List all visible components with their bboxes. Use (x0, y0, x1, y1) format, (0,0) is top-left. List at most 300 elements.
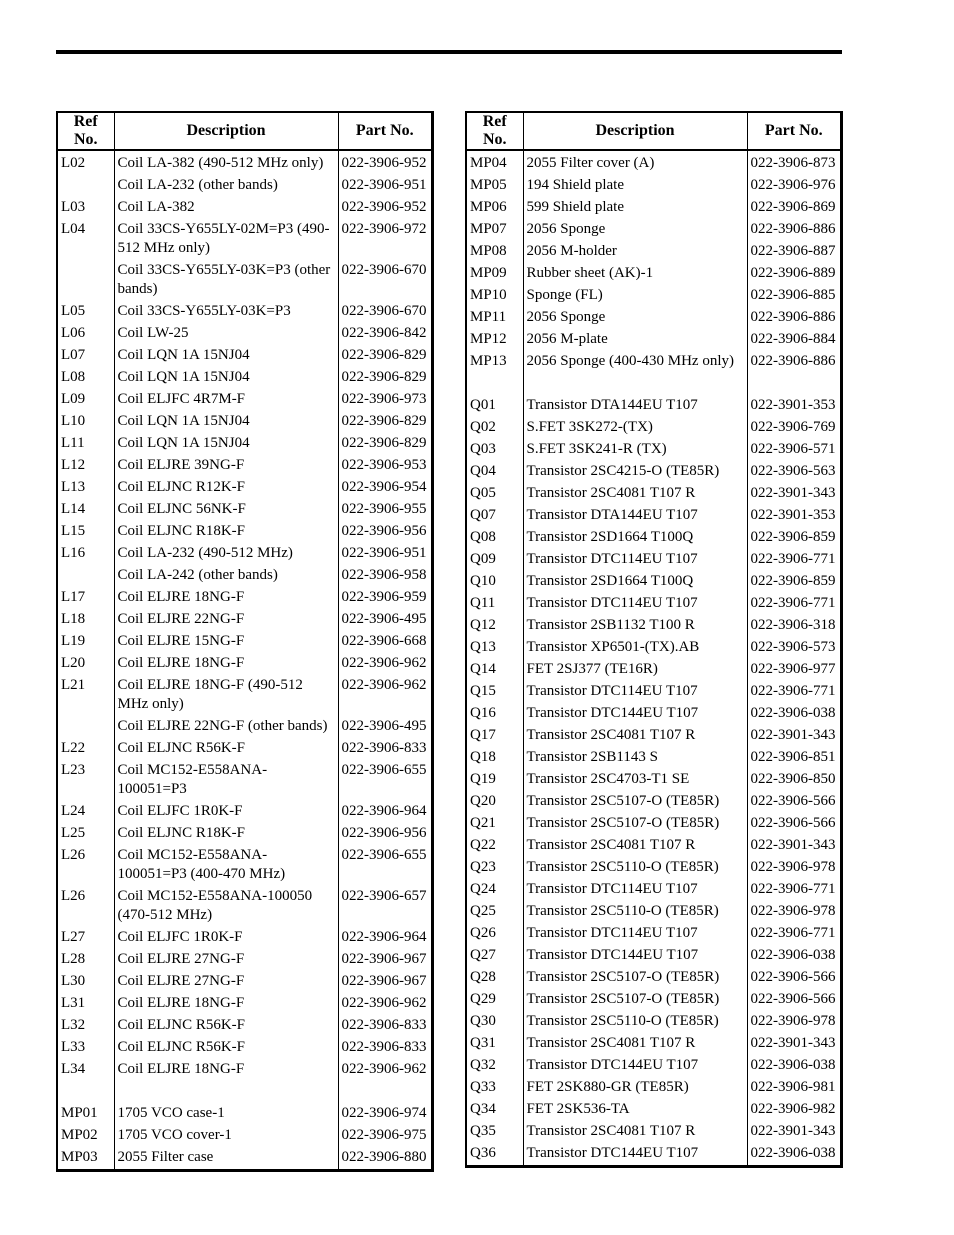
part-no-cell: 022-3906-318 (747, 615, 840, 637)
table-row (58, 760, 431, 801)
part-no-cell: 022-3906-859 (747, 571, 840, 593)
table-row (58, 219, 431, 260)
description-cell: Transistor 2SD1664 T100Q (523, 527, 747, 549)
description-cell: Coil ELJRE 15NG-F (114, 631, 338, 653)
part-no-cell: 022-3906-495 (338, 609, 431, 631)
part-no-cell: 022-3906-958 (338, 565, 431, 587)
description-cell: Coil MC152-E558ANA-100051=P3 (400-470 MHz) (114, 845, 338, 886)
description-cell: Transistor DTC144EU T107 (523, 945, 747, 967)
table-row (467, 549, 840, 571)
table-row (58, 150, 431, 175)
table-row (467, 593, 840, 615)
description-cell: Transistor 2SC5107-O (TE85R) (523, 813, 747, 835)
table-row (467, 637, 840, 659)
table-row (467, 967, 840, 989)
part-no-cell: 022-3906-655 (338, 760, 431, 801)
description-cell: Transistor 2SD1664 T100Q (523, 571, 747, 593)
description-cell: Coil 33CS-Y655LY-03K=P3 (other bands) (114, 260, 338, 301)
table-row (467, 417, 840, 439)
part-no-cell: 022-3906-833 (338, 1015, 431, 1037)
table-row (58, 455, 431, 477)
part-no-cell: 022-3901-343 (747, 1033, 840, 1055)
ref-no-cell (58, 1081, 114, 1103)
description-cell: FET 2SJ377 (TE16R) (523, 659, 747, 681)
description-cell: Transistor 2SC4081 T107 R (523, 1121, 747, 1143)
ref-no-cell: MP07 (470, 221, 507, 237)
description-cell: Sponge (FL) (523, 285, 747, 307)
ref-no-cell: Q18 (470, 749, 496, 765)
ref-no-cell: Q30 (470, 1013, 496, 1029)
part-no-cell: 022-3906-975 (338, 1125, 431, 1147)
ref-no-cell: L25 (61, 825, 86, 841)
part-no-cell: 022-3906-956 (338, 521, 431, 543)
part-no-cell: 022-3906-973 (338, 389, 431, 411)
part-no-cell: 022-3906-976 (747, 175, 840, 197)
part-no-cell: 022-3906-978 (747, 857, 840, 879)
table-row (58, 1125, 431, 1147)
description-cell: Coil LA-232 (other bands) (114, 175, 338, 197)
description-cell: Coil ELJNC R56K-F (114, 1037, 338, 1059)
table-row (467, 285, 840, 307)
part-no-cell: 022-3906-962 (338, 993, 431, 1015)
part-no-cell: 022-3901-343 (747, 725, 840, 747)
table-row (467, 901, 840, 923)
description-cell: Coil ELJNC R12K-F (114, 477, 338, 499)
table-row (467, 659, 840, 681)
ref-no-cell: Q01 (470, 397, 496, 413)
table-row (58, 1103, 431, 1125)
table-row (58, 323, 431, 345)
description-cell: 599 Shield plate (523, 197, 747, 219)
table-row (467, 263, 840, 285)
part-no-cell: 022-3906-771 (747, 549, 840, 571)
header-ref-no: Ref No. (467, 113, 523, 150)
description-cell: Transistor 2SC5110-O (TE85R) (523, 901, 747, 923)
part-no-cell: 022-3906-038 (747, 1055, 840, 1077)
part-no-cell: 022-3906-655 (338, 845, 431, 886)
part-no-cell: 022-3906-955 (338, 499, 431, 521)
table-row (58, 543, 431, 565)
ref-no-cell: Q29 (470, 991, 496, 1007)
part-no-cell: 022-3906-851 (747, 747, 840, 769)
description-cell: Transistor 2SC4081 T107 R (523, 725, 747, 747)
description-cell: Transistor DTC114EU T107 (523, 879, 747, 901)
part-no-cell: 022-3906-657 (338, 886, 431, 927)
ref-no-cell: Q25 (470, 903, 496, 919)
ref-no-cell: L15 (61, 523, 86, 539)
part-no-cell: 022-3906-889 (747, 263, 840, 285)
table-row (58, 389, 431, 411)
table-row (467, 945, 840, 967)
table-row (58, 653, 431, 675)
ref-no-cell (467, 373, 523, 395)
ref-no-cell: MP08 (470, 243, 507, 259)
part-no-cell: 022-3906-962 (338, 1059, 431, 1081)
part-no-cell: 022-3906-964 (338, 927, 431, 949)
table-row (58, 609, 431, 631)
table-row (58, 801, 431, 823)
ref-no-cell (58, 565, 114, 587)
part-no-cell: 022-3906-566 (747, 989, 840, 1011)
ref-no-cell: L24 (61, 803, 86, 819)
description-cell: Transistor 2SB1132 T100 R (523, 615, 747, 637)
part-no-cell: 022-3906-964 (338, 801, 431, 823)
description-cell: Coil LQN 1A 15NJ04 (114, 367, 338, 389)
description-cell: 2056 Sponge (523, 219, 747, 241)
description-cell: FET 2SK880-GR (TE85R) (523, 1077, 747, 1099)
ref-no-cell: L18 (61, 611, 86, 627)
description-cell: Transistor DTC114EU T107 (523, 593, 747, 615)
description-cell: Coil ELJRE 18NG-F (490-512 MHz only) (114, 675, 338, 716)
ref-no-cell: L17 (61, 589, 86, 605)
description-cell: Transistor 2SC4081 T107 R (523, 835, 747, 857)
description-cell: Coil ELJRE 22NG-F (114, 609, 338, 631)
description-cell: Coil ELJRE 22NG-F (other bands) (114, 716, 338, 738)
part-no-cell: 022-3906-886 (747, 351, 840, 373)
ref-no-cell: L33 (61, 1039, 86, 1055)
table-row (467, 1143, 840, 1165)
description-cell: Transistor DTA144EU T107 (523, 505, 747, 527)
ref-no-cell: L21 (61, 677, 86, 693)
part-no-cell: 022-3906-873 (747, 150, 840, 175)
table-row (467, 1099, 840, 1121)
table-row (467, 725, 840, 747)
table-row (58, 1081, 431, 1103)
ref-no-cell: Q16 (470, 705, 496, 721)
description-cell: Transistor 2SC5107-O (TE85R) (523, 967, 747, 989)
ref-no-cell: L32 (61, 1017, 86, 1033)
ref-no-cell: L26 (61, 888, 86, 904)
table-row (58, 845, 431, 886)
description-cell: Transistor 2SC5110-O (TE85R) (523, 857, 747, 879)
ref-no-cell: L08 (61, 369, 86, 385)
table-row (58, 738, 431, 760)
description-cell: 1705 VCO case-1 (114, 1103, 338, 1125)
part-no-cell: 022-3906-951 (338, 175, 431, 197)
description-cell: Transistor 2SC5110-O (TE85R) (523, 1011, 747, 1033)
ref-no-cell: MP13 (470, 353, 507, 369)
table-row (58, 1037, 431, 1059)
ref-no-cell: L34 (61, 1061, 86, 1077)
ref-no-cell: MP12 (470, 331, 507, 347)
part-no-cell (338, 1081, 431, 1103)
ref-no-cell: Q26 (470, 925, 496, 941)
ref-no-cell: Q36 (470, 1145, 496, 1161)
description-cell: 2055 Filter case (114, 1147, 338, 1169)
description-cell: Coil ELJRE 18NG-F (114, 1059, 338, 1081)
table-row (467, 769, 840, 791)
header-description: Description (114, 113, 338, 150)
table-row (467, 150, 840, 175)
description-cell: Coil MC152-E558ANA-100051=P3 (114, 760, 338, 801)
table-row (467, 373, 840, 395)
table-row (467, 307, 840, 329)
description-cell: S.FET 3SK241-R (TX) (523, 439, 747, 461)
ref-no-cell: L05 (61, 303, 86, 319)
description-cell: Coil ELJRE 18NG-F (114, 587, 338, 609)
description-cell: Transistor XP6501-(TX).AB (523, 637, 747, 659)
part-no-cell: 022-3906-771 (747, 879, 840, 901)
part-no-cell: 022-3906-959 (338, 587, 431, 609)
ref-no-cell: MP09 (470, 265, 507, 281)
table-row (467, 197, 840, 219)
ref-no-cell: L11 (61, 435, 85, 451)
description-cell: Transistor DTC144EU T107 (523, 703, 747, 725)
ref-no-cell (58, 716, 114, 738)
part-no-cell: 022-3906-829 (338, 345, 431, 367)
part-no-cell: 022-3906-972 (338, 219, 431, 260)
ref-no-cell: L04 (61, 221, 86, 237)
ref-no-cell: L10 (61, 413, 86, 429)
ref-no-cell: Q34 (470, 1101, 496, 1117)
description-cell: Transistor DTC144EU T107 (523, 1143, 747, 1165)
part-no-cell (747, 373, 840, 395)
table-row (467, 813, 840, 835)
description-cell: 2055 Filter cover (A) (523, 150, 747, 175)
part-no-cell: 022-3901-353 (747, 395, 840, 417)
description-cell: 2056 M-holder (523, 241, 747, 263)
part-no-cell: 022-3906-668 (338, 631, 431, 653)
header-part-no: Part No. (747, 113, 840, 150)
top-rule (56, 50, 842, 54)
table-row (467, 175, 840, 197)
description-cell: Transistor 2SC5107-O (TE85R) (523, 791, 747, 813)
table-header-row (58, 113, 431, 150)
part-no-cell: 022-3906-956 (338, 823, 431, 845)
table-row (58, 260, 431, 301)
part-no-cell: 022-3906-978 (747, 901, 840, 923)
description-cell: Coil LA-242 (other bands) (114, 565, 338, 587)
part-no-cell: 022-3906-563 (747, 461, 840, 483)
part-no-cell: 022-3906-974 (338, 1103, 431, 1125)
ref-no-cell: MP01 (61, 1105, 98, 1121)
description-cell: Transistor 2SC5107-O (TE85R) (523, 989, 747, 1011)
description-cell: Coil 33CS-Y655LY-03K=P3 (114, 301, 338, 323)
part-no-cell: 022-3906-886 (747, 219, 840, 241)
description-cell: Coil LW-25 (114, 323, 338, 345)
table-row (58, 886, 431, 927)
description-cell: 2056 Sponge (523, 307, 747, 329)
ref-no-cell: Q02 (470, 419, 496, 435)
description-cell: 2056 M-plate (523, 329, 747, 351)
ref-no-cell (58, 175, 114, 197)
part-no-cell: 022-3906-967 (338, 949, 431, 971)
description-cell: Coil ELJNC R18K-F (114, 521, 338, 543)
part-no-cell: 022-3906-771 (747, 923, 840, 945)
table-row (467, 1077, 840, 1099)
ref-no-cell: L30 (61, 973, 86, 989)
table-row (58, 716, 431, 738)
table-row (58, 1015, 431, 1037)
description-cell (523, 373, 747, 395)
ref-no-cell: Q27 (470, 947, 496, 963)
table-row (467, 835, 840, 857)
part-no-cell: 022-3906-495 (338, 716, 431, 738)
table-row (467, 505, 840, 527)
ref-no-cell: Q22 (470, 837, 496, 853)
part-no-cell: 022-3906-977 (747, 659, 840, 681)
part-no-cell: 022-3906-829 (338, 367, 431, 389)
description-cell: Coil ELJNC R56K-F (114, 1015, 338, 1037)
ref-no-cell: Q21 (470, 815, 496, 831)
ref-no-cell: L22 (61, 740, 86, 756)
part-no-cell: 022-3906-833 (338, 1037, 431, 1059)
part-no-cell: 022-3906-884 (747, 329, 840, 351)
description-cell: Transistor 2SC4081 T107 R (523, 1033, 747, 1055)
ref-no-cell: Q11 (470, 595, 496, 611)
table-row (58, 823, 431, 845)
description-cell: Transistor DTC114EU T107 (523, 923, 747, 945)
ref-no-cell: Q19 (470, 771, 496, 787)
description-cell: Coil LA-232 (490-512 MHz) (114, 543, 338, 565)
ref-no-cell: L07 (61, 347, 86, 363)
table-row (467, 351, 840, 373)
part-no-cell: 022-3906-978 (747, 1011, 840, 1033)
ref-no-cell: MP02 (61, 1127, 98, 1143)
description-cell: Coil ELJNC R18K-F (114, 823, 338, 845)
ref-no-cell: Q12 (470, 617, 496, 633)
ref-no-cell: Q32 (470, 1057, 496, 1073)
description-cell: Coil ELJRE 18NG-F (114, 993, 338, 1015)
ref-no-cell: L16 (61, 545, 86, 561)
part-no-cell: 022-3906-952 (338, 150, 431, 175)
part-no-cell: 022-3906-981 (747, 1077, 840, 1099)
table-header-row (467, 113, 840, 150)
description-cell: Rubber sheet (AK)-1 (523, 263, 747, 285)
description-cell: Transistor DTA144EU T107 (523, 395, 747, 417)
table-row (467, 681, 840, 703)
ref-no-cell: Q04 (470, 463, 496, 479)
table-row (58, 175, 431, 197)
table-row (58, 675, 431, 716)
ref-no-cell: MP05 (470, 177, 507, 193)
table-row (467, 857, 840, 879)
part-no-cell: 022-3906-829 (338, 411, 431, 433)
table-row (467, 879, 840, 901)
ref-no-cell: Q13 (470, 639, 496, 655)
table-row (58, 367, 431, 389)
ref-no-cell: Q35 (470, 1123, 496, 1139)
part-no-cell: 022-3906-886 (747, 307, 840, 329)
part-no-cell: 022-3906-038 (747, 1143, 840, 1165)
table-row (467, 241, 840, 263)
ref-no-cell: MP10 (470, 287, 507, 303)
table-row (467, 615, 840, 637)
ref-no-cell: L06 (61, 325, 86, 341)
ref-no-cell: Q05 (470, 485, 496, 501)
ref-no-cell: Q24 (470, 881, 496, 897)
description-cell (114, 1081, 338, 1103)
part-no-cell: 022-3901-343 (747, 483, 840, 505)
part-no-cell: 022-3906-769 (747, 417, 840, 439)
header-ref-no: Ref No. (58, 113, 114, 150)
table-row (467, 461, 840, 483)
part-no-cell: 022-3906-967 (338, 971, 431, 993)
part-no-cell: 022-3906-842 (338, 323, 431, 345)
description-cell: Coil LA-382 (114, 197, 338, 219)
table-row (467, 395, 840, 417)
table-row (58, 521, 431, 543)
part-no-cell: 022-3906-885 (747, 285, 840, 307)
table-row (467, 439, 840, 461)
ref-no-cell: Q10 (470, 573, 496, 589)
ref-no-cell: Q14 (470, 661, 496, 677)
table-row (58, 927, 431, 949)
description-cell: 194 Shield plate (523, 175, 747, 197)
table-row (58, 587, 431, 609)
part-no-cell: 022-3906-571 (747, 439, 840, 461)
description-cell: Coil MC152-E558ANA-100050 (470-512 MHz) (114, 886, 338, 927)
description-cell: Coil 33CS-Y655LY-02M=P3 (490-512 MHz only) (114, 219, 338, 260)
ref-no-cell: MP11 (470, 309, 507, 325)
ref-no-cell: L13 (61, 479, 86, 495)
table-row (467, 923, 840, 945)
table-row (58, 197, 431, 219)
ref-no-cell: L20 (61, 655, 86, 671)
ref-no-cell: L09 (61, 391, 86, 407)
ref-no-cell: L12 (61, 457, 86, 473)
ref-no-cell: MP06 (470, 199, 507, 215)
part-no-cell: 022-3906-670 (338, 260, 431, 301)
parts-table-right (465, 111, 843, 1168)
table-row (58, 411, 431, 433)
table-row (467, 791, 840, 813)
description-cell: Coil LQN 1A 15NJ04 (114, 433, 338, 455)
table-row (58, 433, 431, 455)
part-no-cell: 022-3906-880 (338, 1147, 431, 1169)
description-cell: Coil ELJFC 1R0K-F (114, 927, 338, 949)
table-row (467, 1121, 840, 1143)
description-cell: Coil ELJRE 18NG-F (114, 653, 338, 675)
description-cell: Transistor 2SB1143 S (523, 747, 747, 769)
table-row (467, 1055, 840, 1077)
ref-no-cell: Q33 (470, 1079, 496, 1095)
table-row (467, 571, 840, 593)
ref-no-cell: MP03 (61, 1149, 98, 1165)
part-no-cell: 022-3906-962 (338, 653, 431, 675)
description-cell: Coil LA-382 (490-512 MHz only) (114, 150, 338, 175)
part-no-cell: 022-3906-954 (338, 477, 431, 499)
part-no-cell: 022-3906-566 (747, 791, 840, 813)
table-row (58, 1147, 431, 1169)
table-row (467, 219, 840, 241)
description-cell: Transistor 2SC4081 T107 R (523, 483, 747, 505)
description-cell: FET 2SK536-TA (523, 1099, 747, 1121)
description-cell: Coil ELJNC R56K-F (114, 738, 338, 760)
ref-no-cell: Q07 (470, 507, 496, 523)
ref-no-cell: Q17 (470, 727, 496, 743)
table-row (58, 949, 431, 971)
ref-no-cell: Q15 (470, 683, 496, 699)
table-row (467, 703, 840, 725)
ref-no-cell: Q08 (470, 529, 496, 545)
part-no-cell: 022-3906-038 (747, 703, 840, 725)
ref-no-cell: Q03 (470, 441, 496, 457)
ref-no-cell: L28 (61, 951, 86, 967)
table-row (467, 329, 840, 351)
table-row (58, 499, 431, 521)
description-cell: Coil LQN 1A 15NJ04 (114, 345, 338, 367)
part-no-cell: 022-3901-343 (747, 835, 840, 857)
ref-no-cell: Q20 (470, 793, 496, 809)
part-no-cell: 022-3906-952 (338, 197, 431, 219)
parts-table-left (56, 111, 434, 1172)
part-no-cell: 022-3906-962 (338, 675, 431, 716)
description-cell: Coil ELJFC 1R0K-F (114, 801, 338, 823)
ref-no-cell: Q28 (470, 969, 496, 985)
part-no-cell: 022-3906-859 (747, 527, 840, 549)
description-cell: Coil ELJRE 27NG-F (114, 971, 338, 993)
